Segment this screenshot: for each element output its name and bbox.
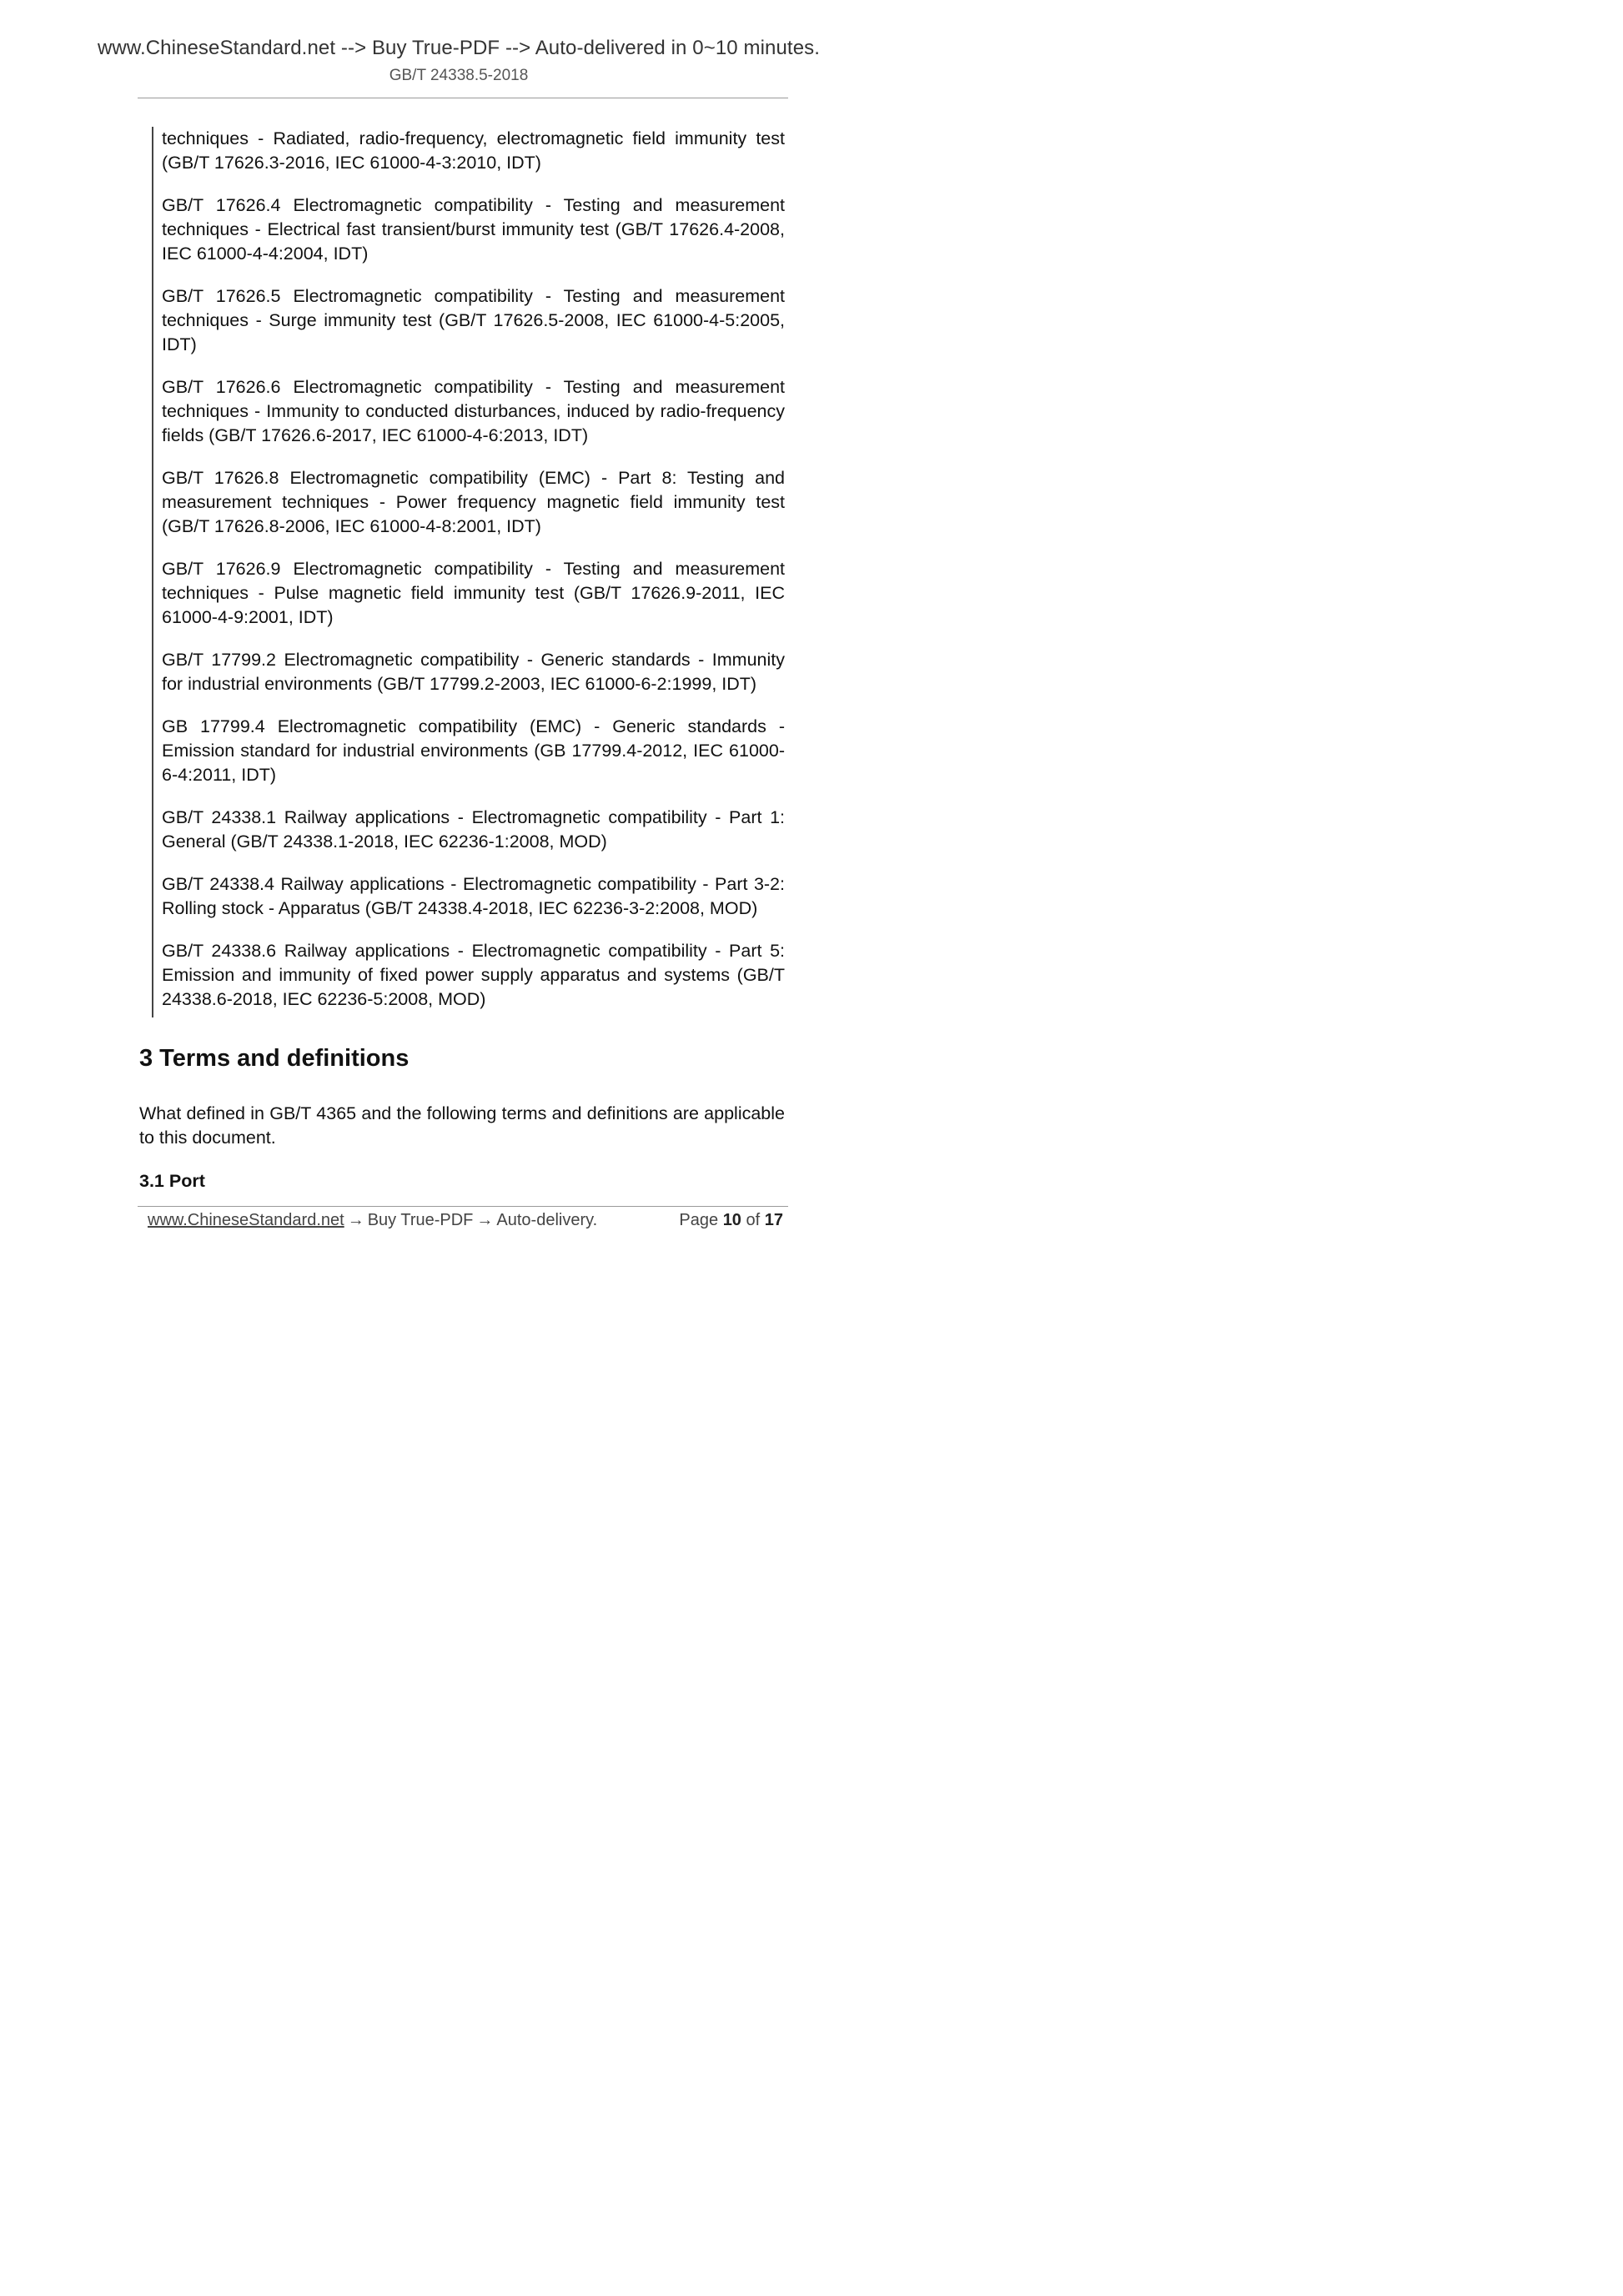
page-footer <box>148 1208 783 1232</box>
of-label: of <box>746 1211 761 1229</box>
header-banner: www.ChineseStandard.net --> Buy True-PDF --> Auto-delivered in 0~10 minutes. <box>97 37 821 59</box>
reference-entry: GB/T 17799.2 Electromagnetic compatibility - Generic standards - Immunity for industrial environments (GB/T 17799.2-2003, IEC 61000-6-2:1999, IDT) <box>162 650 785 694</box>
page-label: Page <box>679 1211 719 1229</box>
footer-divider <box>138 1206 788 1207</box>
reference-entry: GB/T 24338.1 Railway applications - Electromagnetic compatibility - Part 1: General (GB/T 24338.1-2018, IEC 62236-1:2008, MOD) <box>162 807 785 852</box>
reference-entry: GB 17799.4 Electromagnetic compatibility (EMC) - Generic standards - Emission standard for industrial environments (GB 17799.4-2012, IEC 61000-6-4:2011, IDT) <box>162 716 785 785</box>
revision-change-bar <box>152 127 153 1017</box>
page-total: 17 <box>764 1211 783 1229</box>
section-heading: 3 Terms and definitions <box>139 1045 410 1072</box>
standard-code: GB/T 24338.5-2018 <box>389 67 529 84</box>
page-number: 10 <box>722 1211 741 1229</box>
reference-entry: GB/T 24338.6 Railway applications - Electromagnetic compatibility - Part 5: Emission and immunity of fixed power supply apparatus and systems (GB/T 24338.6-2018, IEC 62236-5:2008, MOD) <box>162 941 785 1009</box>
right-arrow-icon: → <box>347 1211 364 1229</box>
reference-entry: GB/T 17626.8 Electromagnetic compatibility (EMC) - Part 8: Testing and measurement techniques - Power frequency magnetic field immunity test (GB/T 17626.8-2006, IEC 61000-4-8:2001, IDT) <box>162 468 785 536</box>
footer-buy-text: Buy True-PDF <box>367 1211 474 1229</box>
normative-references-list <box>162 127 785 1030</box>
reference-entry: techniques - Radiated, radio-frequency, electromagnetic field immunity test (GB/T 17626.3-2016, IEC 61000-4-3:2010, IDT) <box>162 128 785 173</box>
footer-promo <box>148 1208 597 1232</box>
page-indicator <box>679 1208 783 1232</box>
reference-entry: GB/T 24338.4 Railway applications - Electromagnetic compatibility - Part 3-2: Rolling stock - Apparatus (GB/T 24338.4-2018, IEC 62236-3-2:2008, MOD) <box>162 874 785 918</box>
section-intro-paragraph: What defined in GB/T 4365 and the following terms and definitions are applicable to this document. <box>139 1103 785 1148</box>
subsection-heading: 3.1 Port <box>139 1171 205 1191</box>
reference-entry: GB/T 17626.9 Electromagnetic compatibility - Testing and measurement techniques - Pulse magnetic field immunity test (GB/T 17626.9-2011, IEC 61000-4-9:2001, IDT) <box>162 559 785 627</box>
footer-site-link[interactable]: www.ChineseStandard.net <box>148 1211 344 1229</box>
reference-entry: GB/T 17626.5 Electromagnetic compatibility - Testing and measurement techniques - Surge immunity test (GB/T 17626.5-2008, IEC 61000-4-5:2005, IDT) <box>162 286 785 354</box>
footer-delivery-text: Auto-delivery. <box>496 1211 598 1229</box>
reference-entry: GB/T 17626.4 Electromagnetic compatibility - Testing and measurement techniques - Electrical fast transient/burst immunity test (GB/T 17626.4-2008, IEC 61000-4-4:2004, IDT) <box>162 195 785 264</box>
reference-entry: GB/T 17626.6 Electromagnetic compatibility - Testing and measurement techniques - Immunity to conducted disturbances, induced by radio-frequency fields (GB/T 17626.6-2017, IEC 61000-4-6:2013, IDT) <box>162 377 785 445</box>
right-arrow-icon: → <box>476 1211 494 1229</box>
